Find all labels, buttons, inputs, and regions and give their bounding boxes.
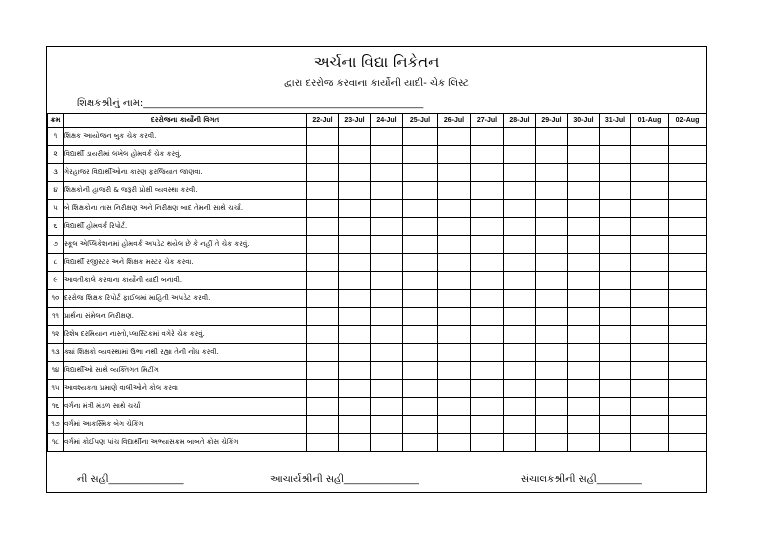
check-cell[interactable]: [669, 362, 707, 380]
check-cell[interactable]: [536, 362, 568, 380]
table-row: [48, 416, 707, 434]
task-description: વર્ગમાં કોઈપણ પાંચ વિદ્યાર્થીના અભ્યાસક્રમ બાબતે ક્રોસ ચેકિંગ: [64, 434, 307, 452]
check-cell[interactable]: [403, 362, 438, 380]
check-cell[interactable]: [568, 182, 600, 200]
check-cell[interactable]: [471, 326, 504, 344]
check-cell[interactable]: [339, 128, 371, 146]
check-cell[interactable]: [536, 128, 568, 146]
check-cell[interactable]: [504, 272, 536, 290]
check-cell[interactable]: [669, 290, 707, 308]
check-cell[interactable]: [438, 218, 471, 236]
row-number: ૧૪: [48, 362, 64, 380]
check-cell[interactable]: [669, 200, 707, 218]
check-cell[interactable]: [600, 164, 631, 182]
check-cell[interactable]: [438, 416, 471, 434]
row-number: ૪: [48, 182, 64, 200]
signature-director: સંચાલકશ્રીની સહી_________: [521, 474, 642, 485]
check-cell[interactable]: [339, 416, 371, 434]
row-number: ૧૨: [48, 326, 64, 344]
checklist-subtitle: દ્વારા દરરોજ કરવાના કાર્યોની યાદી- ચેક લિસ્ટ: [284, 78, 469, 89]
table-row: [48, 146, 707, 164]
check-cell[interactable]: [403, 416, 438, 434]
check-cell[interactable]: [371, 272, 403, 290]
row-number: ૨: [48, 146, 64, 164]
check-cell[interactable]: [631, 326, 669, 344]
check-cell[interactable]: [307, 218, 339, 236]
check-cell[interactable]: [403, 326, 438, 344]
check-cell[interactable]: [536, 146, 568, 164]
check-cell[interactable]: [371, 308, 403, 326]
check-cell[interactable]: [600, 200, 631, 218]
school-title: અર્ચના વિદ્યા નિકેતન: [313, 53, 440, 71]
task-description: સ્કૂલ એપ્લિકેશનમાં હોમવર્ક અપડેટ થયેલ છે કે નહીં તે ચેક કરવું.: [64, 236, 307, 254]
check-cell[interactable]: [600, 398, 631, 416]
check-cell[interactable]: [371, 326, 403, 344]
check-cell[interactable]: [669, 236, 707, 254]
check-cell[interactable]: [536, 218, 568, 236]
check-cell[interactable]: [568, 308, 600, 326]
check-cell[interactable]: [438, 272, 471, 290]
check-cell[interactable]: [438, 344, 471, 362]
check-cell[interactable]: [307, 200, 339, 218]
check-cell[interactable]: [403, 398, 438, 416]
check-cell[interactable]: [307, 128, 339, 146]
check-cell[interactable]: [669, 218, 707, 236]
check-cell[interactable]: [371, 380, 403, 398]
table-row: [48, 380, 707, 398]
check-cell[interactable]: [631, 128, 669, 146]
row-number: ૧૫: [48, 380, 64, 398]
check-cell[interactable]: [371, 344, 403, 362]
check-cell[interactable]: [471, 200, 504, 218]
check-cell[interactable]: [631, 398, 669, 416]
check-cell[interactable]: [631, 434, 669, 452]
check-cell[interactable]: [307, 182, 339, 200]
check-cell[interactable]: [438, 308, 471, 326]
check-cell[interactable]: [471, 290, 504, 308]
check-cell[interactable]: [339, 380, 371, 398]
check-cell[interactable]: [307, 272, 339, 290]
task-description: ગેરહાજર વિદ્યાર્થીઓના કારણ ફરજિયાત જાણવા.: [64, 164, 307, 182]
check-cell[interactable]: [438, 326, 471, 344]
check-cell[interactable]: [669, 380, 707, 398]
check-cell[interactable]: [669, 182, 707, 200]
table-row: [48, 164, 707, 182]
check-cell[interactable]: [403, 182, 438, 200]
table-row: [48, 236, 707, 254]
check-cell[interactable]: [568, 272, 600, 290]
check-cell[interactable]: [371, 236, 403, 254]
row-number: ૧૭: [48, 416, 64, 434]
check-cell[interactable]: [307, 164, 339, 182]
check-cell[interactable]: [403, 218, 438, 236]
check-cell[interactable]: [669, 146, 707, 164]
check-cell[interactable]: [471, 380, 504, 398]
table-row: [48, 362, 707, 380]
check-cell[interactable]: [307, 362, 339, 380]
check-cell[interactable]: [536, 200, 568, 218]
check-cell[interactable]: [600, 416, 631, 434]
check-cell[interactable]: [438, 128, 471, 146]
check-cell[interactable]: [669, 344, 707, 362]
check-cell[interactable]: [307, 380, 339, 398]
check-cell[interactable]: [669, 434, 707, 452]
check-cell[interactable]: [438, 398, 471, 416]
check-cell[interactable]: [471, 272, 504, 290]
table-row: [48, 200, 707, 218]
task-description: વિદ્યાર્થી હોમવર્ક રિપોર્ટ.: [64, 218, 307, 236]
check-cell[interactable]: [339, 182, 371, 200]
check-cell[interactable]: [403, 236, 438, 254]
check-cell[interactable]: [600, 182, 631, 200]
signature-teacher: ની સહી_______________: [77, 474, 184, 485]
check-cell[interactable]: [438, 200, 471, 218]
check-cell[interactable]: [631, 290, 669, 308]
check-cell[interactable]: [536, 308, 568, 326]
check-cell[interactable]: [568, 236, 600, 254]
check-cell[interactable]: [600, 344, 631, 362]
check-cell[interactable]: [568, 290, 600, 308]
check-cell[interactable]: [339, 398, 371, 416]
check-cell[interactable]: [307, 344, 339, 362]
task-description: શિક્ષક આયોજન બુક ચેક કરવી.: [64, 128, 307, 146]
teacher-name-field: શિક્ષકશ્રીનું નામ:________________________________________________________: [77, 98, 424, 109]
check-cell[interactable]: [339, 200, 371, 218]
task-description: પ્રાર્થના સંમેલન નિરીક્ષણ.: [64, 308, 307, 326]
check-cell[interactable]: [403, 290, 438, 308]
check-cell[interactable]: [631, 236, 669, 254]
table-header-row: [48, 114, 707, 128]
check-cell[interactable]: [471, 164, 504, 182]
table-row: [48, 218, 707, 236]
check-cell[interactable]: [504, 164, 536, 182]
check-cell[interactable]: [568, 164, 600, 182]
column-header-date: 31-Jul: [600, 114, 631, 128]
check-cell[interactable]: [339, 344, 371, 362]
column-header-date: 26-Jul: [438, 114, 471, 128]
check-cell[interactable]: [403, 128, 438, 146]
check-cell[interactable]: [504, 128, 536, 146]
check-cell[interactable]: [371, 146, 403, 164]
check-cell[interactable]: [403, 308, 438, 326]
task-description: બે શિક્ષકોના તાસ નિરીક્ષણ અને નિરીક્ષણ બાદ તેમની સાથે ચર્ચા.: [64, 200, 307, 218]
table-row: [48, 128, 707, 146]
check-cell[interactable]: [669, 164, 707, 182]
check-cell[interactable]: [438, 164, 471, 182]
check-cell[interactable]: [471, 362, 504, 380]
row-number: ૮: [48, 254, 64, 272]
task-description: દરરોજ શિક્ષક રિપોર્ટ ફાઈલમાં માહિતી અપડેટ કરવી.: [64, 290, 307, 308]
check-cell[interactable]: [339, 236, 371, 254]
check-cell[interactable]: [504, 380, 536, 398]
check-cell[interactable]: [536, 236, 568, 254]
check-cell[interactable]: [471, 416, 504, 434]
check-cell[interactable]: [504, 398, 536, 416]
table-row: [48, 290, 707, 308]
check-cell[interactable]: [536, 182, 568, 200]
check-cell[interactable]: [339, 272, 371, 290]
check-cell[interactable]: [600, 290, 631, 308]
check-cell[interactable]: [471, 218, 504, 236]
row-number: ૧૦: [48, 290, 64, 308]
check-cell[interactable]: [600, 380, 631, 398]
check-cell[interactable]: [504, 308, 536, 326]
check-cell[interactable]: [403, 146, 438, 164]
task-description: આવશ્યકતા પ્રમાણે વાલીઓને કોલ કરવા: [64, 380, 307, 398]
check-cell[interactable]: [471, 182, 504, 200]
check-cell[interactable]: [568, 362, 600, 380]
check-cell[interactable]: [339, 146, 371, 164]
table-body: [48, 128, 707, 452]
task-description: આવતીકાલે કરવાના કાર્યોની યાદી બનાવી.: [64, 272, 307, 290]
check-cell[interactable]: [536, 164, 568, 182]
check-cell[interactable]: [307, 236, 339, 254]
check-cell[interactable]: [504, 254, 536, 272]
check-cell[interactable]: [371, 434, 403, 452]
check-cell[interactable]: [471, 254, 504, 272]
check-cell[interactable]: [307, 290, 339, 308]
table-row: [48, 344, 707, 362]
check-cell[interactable]: [371, 416, 403, 434]
check-cell[interactable]: [600, 254, 631, 272]
table-row: [48, 254, 707, 272]
check-cell[interactable]: [568, 434, 600, 452]
check-cell[interactable]: [339, 434, 371, 452]
check-cell[interactable]: [438, 290, 471, 308]
check-cell[interactable]: [438, 434, 471, 452]
column-header-date: 01-Aug: [631, 114, 669, 128]
check-cell[interactable]: [568, 326, 600, 344]
row-number: ૧૬: [48, 398, 64, 416]
check-cell[interactable]: [631, 146, 669, 164]
check-cell[interactable]: [631, 254, 669, 272]
check-cell[interactable]: [600, 218, 631, 236]
check-cell[interactable]: [403, 272, 438, 290]
check-cell[interactable]: [631, 200, 669, 218]
column-header-date: 23-Jul: [339, 114, 371, 128]
check-cell[interactable]: [371, 128, 403, 146]
check-cell[interactable]: [438, 362, 471, 380]
check-cell[interactable]: [568, 128, 600, 146]
check-cell[interactable]: [504, 416, 536, 434]
row-number: ૧૮: [48, 434, 64, 452]
column-header-date: 25-Jul: [403, 114, 438, 128]
column-header-date: 22-Jul: [307, 114, 339, 128]
column-header-date: 02-Aug: [669, 114, 707, 128]
table-row: [48, 308, 707, 326]
check-cell[interactable]: [504, 200, 536, 218]
check-cell[interactable]: [371, 164, 403, 182]
check-cell[interactable]: [438, 254, 471, 272]
row-number: ૫: [48, 200, 64, 218]
check-cell[interactable]: [669, 398, 707, 416]
check-cell[interactable]: [568, 344, 600, 362]
table-row: [48, 326, 707, 344]
check-cell[interactable]: [371, 218, 403, 236]
check-cell[interactable]: [568, 146, 600, 164]
check-cell[interactable]: [568, 380, 600, 398]
check-cell[interactable]: [438, 236, 471, 254]
check-cell[interactable]: [403, 254, 438, 272]
task-description: રિશેષ દરમિયાન નાસ્તો,પ્લાસ્ટિકમાં વગેરે ચેક કરવું.: [64, 326, 307, 344]
task-description: વિદ્યાર્થીઓ સાથે વ્યક્તિગત મિટીંગ: [64, 362, 307, 380]
check-cell[interactable]: [504, 290, 536, 308]
check-cell[interactable]: [669, 254, 707, 272]
check-cell[interactable]: [504, 218, 536, 236]
check-cell[interactable]: [631, 182, 669, 200]
check-cell[interactable]: [339, 164, 371, 182]
check-cell[interactable]: [403, 434, 438, 452]
check-cell[interactable]: [471, 146, 504, 164]
check-cell[interactable]: [307, 416, 339, 434]
task-description: શિક્ષકોની હાજરી & જરૂરી પ્રોક્ષી વ્યવસ્થા કરવી.: [64, 182, 307, 200]
check-cell[interactable]: [438, 146, 471, 164]
check-cell[interactable]: [536, 272, 568, 290]
check-cell[interactable]: [600, 146, 631, 164]
check-cell[interactable]: [504, 362, 536, 380]
check-cell[interactable]: [339, 362, 371, 380]
check-cell[interactable]: [339, 308, 371, 326]
column-header-date: 24-Jul: [371, 114, 403, 128]
check-cell[interactable]: [536, 416, 568, 434]
column-header-task: દરરોજના કાર્યોની વિગત: [64, 114, 307, 128]
task-description: વર્ગમાં આકસ્મિક બેગ ચેકિંગ: [64, 416, 307, 434]
check-cell[interactable]: [536, 344, 568, 362]
check-cell[interactable]: [504, 344, 536, 362]
check-cell[interactable]: [669, 308, 707, 326]
check-cell[interactable]: [536, 290, 568, 308]
check-cell[interactable]: [471, 128, 504, 146]
table-row: [48, 434, 707, 452]
task-description: વર્ગના મંત્રી મંડળ સાથે ચર્ચા: [64, 398, 307, 416]
check-cell[interactable]: [307, 308, 339, 326]
row-number: ૭: [48, 236, 64, 254]
check-cell[interactable]: [403, 200, 438, 218]
check-cell[interactable]: [371, 362, 403, 380]
check-cell[interactable]: [339, 254, 371, 272]
check-cell[interactable]: [600, 326, 631, 344]
row-number: ૧: [48, 128, 64, 146]
check-cell[interactable]: [438, 182, 471, 200]
check-cell[interactable]: [471, 398, 504, 416]
column-header-date: 27-Jul: [471, 114, 504, 128]
check-cell[interactable]: [669, 416, 707, 434]
check-cell[interactable]: [371, 254, 403, 272]
check-cell[interactable]: [669, 326, 707, 344]
check-cell[interactable]: [600, 272, 631, 290]
checklist-table: [47, 113, 707, 452]
check-cell[interactable]: [631, 416, 669, 434]
table-row: [48, 398, 707, 416]
signature-principal: આચાર્યશ્રીની સહી_______________: [270, 474, 419, 485]
check-cell[interactable]: [504, 326, 536, 344]
check-cell[interactable]: [536, 434, 568, 452]
check-cell[interactable]: [371, 200, 403, 218]
table-row: [48, 182, 707, 200]
check-cell[interactable]: [536, 254, 568, 272]
row-number: ૯: [48, 272, 64, 290]
row-number: ૧૧: [48, 308, 64, 326]
check-cell[interactable]: [568, 416, 600, 434]
check-cell[interactable]: [307, 398, 339, 416]
check-cell[interactable]: [631, 380, 669, 398]
column-header-date: 30-Jul: [568, 114, 600, 128]
check-cell[interactable]: [471, 344, 504, 362]
check-cell[interactable]: [600, 362, 631, 380]
check-cell[interactable]: [631, 344, 669, 362]
check-cell[interactable]: [631, 272, 669, 290]
check-cell[interactable]: [307, 326, 339, 344]
check-cell[interactable]: [403, 344, 438, 362]
check-cell[interactable]: [568, 254, 600, 272]
table-row: [48, 272, 707, 290]
check-cell[interactable]: [403, 164, 438, 182]
column-header-date: 29-Jul: [536, 114, 568, 128]
row-number: ૬: [48, 218, 64, 236]
check-cell[interactable]: [669, 128, 707, 146]
check-cell[interactable]: [504, 236, 536, 254]
check-cell[interactable]: [631, 164, 669, 182]
check-cell[interactable]: [600, 308, 631, 326]
check-cell[interactable]: [307, 434, 339, 452]
check-cell[interactable]: [568, 398, 600, 416]
check-cell[interactable]: [471, 308, 504, 326]
check-cell[interactable]: [536, 380, 568, 398]
check-cell[interactable]: [438, 380, 471, 398]
check-cell[interactable]: [568, 218, 600, 236]
check-cell[interactable]: [339, 218, 371, 236]
task-description: ક્યાં શિક્ષકો વ્યવસ્થામાં ઉભા નથી રહ્યા તેની નોંધ કરવી.: [64, 344, 307, 362]
check-cell[interactable]: [600, 236, 631, 254]
check-cell[interactable]: [371, 182, 403, 200]
task-description: વિદ્યાર્થી રજીસ્ટર અને શિક્ષક મસ્ટર ચેક કરવા.: [64, 254, 307, 272]
row-number: ૧૩: [48, 344, 64, 362]
check-cell[interactable]: [631, 362, 669, 380]
column-header-sr: ક્રમ: [48, 114, 64, 128]
check-cell[interactable]: [600, 128, 631, 146]
check-cell[interactable]: [403, 380, 438, 398]
check-cell[interactable]: [536, 326, 568, 344]
check-cell[interactable]: [339, 326, 371, 344]
check-cell[interactable]: [504, 146, 536, 164]
check-cell[interactable]: [471, 236, 504, 254]
check-cell[interactable]: [307, 254, 339, 272]
check-cell[interactable]: [471, 434, 504, 452]
check-cell[interactable]: [568, 200, 600, 218]
check-cell[interactable]: [504, 182, 536, 200]
check-cell[interactable]: [536, 398, 568, 416]
checklist-sheet: [46, 46, 707, 493]
check-cell[interactable]: [307, 146, 339, 164]
row-number: ૩: [48, 164, 64, 182]
task-description: વિદ્યાર્થી ડાયરીમાં લખેલ હોમવર્ક ચેક કરવું.: [64, 146, 307, 164]
check-cell[interactable]: [504, 434, 536, 452]
check-cell[interactable]: [631, 218, 669, 236]
check-cell[interactable]: [600, 434, 631, 452]
check-cell[interactable]: [669, 272, 707, 290]
check-cell[interactable]: [371, 398, 403, 416]
check-cell[interactable]: [371, 290, 403, 308]
check-cell[interactable]: [631, 308, 669, 326]
check-cell[interactable]: [339, 290, 371, 308]
column-header-date: 28-Jul: [504, 114, 536, 128]
